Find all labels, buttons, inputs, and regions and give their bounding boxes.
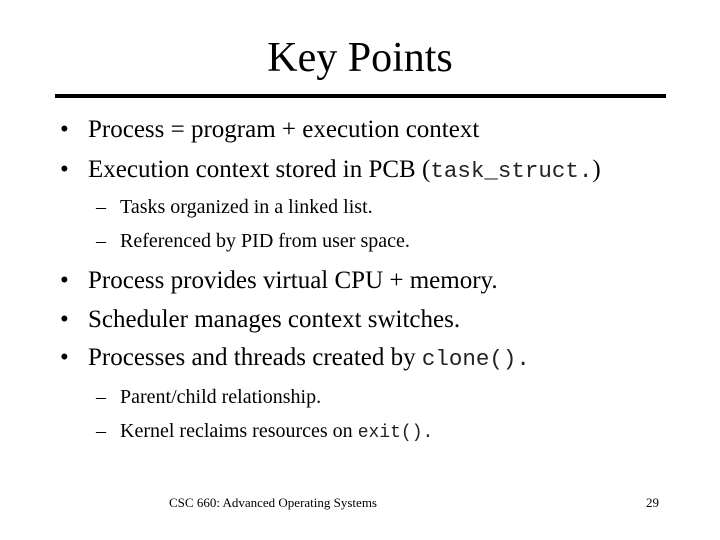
sub-bullet-item <box>96 192 373 222</box>
bullet-item <box>60 155 601 186</box>
bullet-item <box>60 115 479 145</box>
bullet-text: Process provides virtual CPU + memory. <box>88 267 498 294</box>
dash-icon: – <box>96 420 106 442</box>
dash-icon: – <box>96 196 106 218</box>
code-text: task_struct. <box>430 158 593 184</box>
title-divider <box>55 94 666 98</box>
bullet-icon: • <box>60 344 69 371</box>
bullet-icon: • <box>60 306 69 333</box>
sub-bullet-item <box>96 416 433 448</box>
bullet-item <box>60 305 460 335</box>
slide-title: Key Points <box>267 35 453 81</box>
code-text: exit(). <box>357 423 434 443</box>
bullet-icon: • <box>60 156 69 183</box>
bullet-text: Execution context stored in PCB ( <box>88 156 431 183</box>
dash-icon: – <box>96 386 106 408</box>
sub-bullet-item <box>96 226 410 256</box>
bullet-item <box>60 266 498 296</box>
page-number: 29 <box>646 495 659 510</box>
bullet-text: ) <box>592 156 601 183</box>
bullet-text: Kernel reclaims resources on <box>120 420 358 442</box>
sub-bullet-item <box>96 382 321 412</box>
bullet-text: Tasks organized in a linked list. <box>120 196 373 218</box>
bullet-text: Referenced by PID from user space. <box>120 230 410 252</box>
bullet-item <box>60 343 530 374</box>
dash-icon: – <box>96 230 106 252</box>
code-text: clone(). <box>421 346 530 372</box>
bullet-text: Scheduler manages context switches. <box>88 306 461 333</box>
bullet-text: Processes and threads created by <box>88 344 422 371</box>
bullet-icon: • <box>60 267 69 294</box>
bullet-text: Parent/child relationship. <box>120 386 322 408</box>
bullet-icon: • <box>60 116 69 143</box>
bullet-text: Process = program + execution context <box>88 116 480 143</box>
footer-course: CSC 660: Advanced Operating Systems <box>169 495 377 510</box>
